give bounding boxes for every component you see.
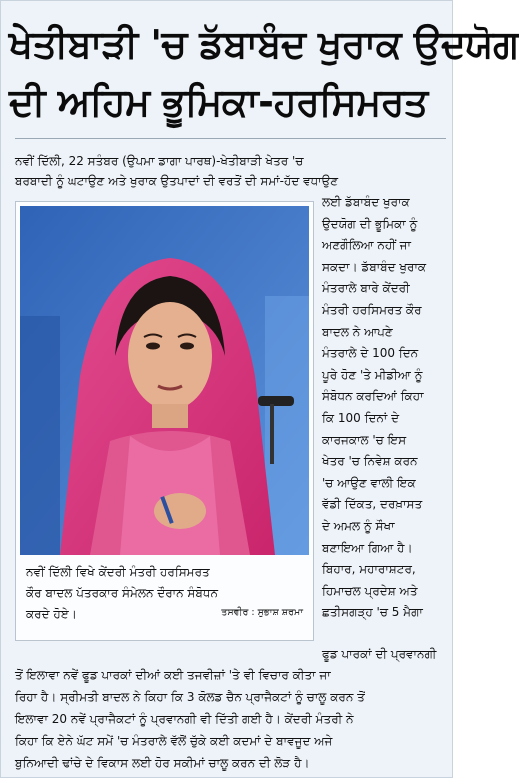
body-column-line: ਸੰਬੋਧਨ ਕਰਦਿਆਂ ਕਿਹਾ [322,389,424,404]
body-column-line: ਕਾਰਜਕਾਲ 'ਚ ਇਸ [322,432,407,447]
body-column-line: ਲਈ ਡੱਬਾਬੰਦ ਖੁਰਾਕ [322,195,410,209]
body-line-bottom-2: ਰਿਹਾ ਹੈ। ਸ੍ਰੀਮਤੀ ਬਾਦਲ ਨੇ ਕਿਹਾ ਕਿ 3 ਕੋਲਡ ਚੈਨ ਪ੍ਰਾਜੈਕਟਾਂ ਨੂੰ ਚਾਲੂ ਕਰਨ ਤੋਂ [15,690,365,704]
body-column-line: ਬਣਾਇਆ ਗਿਆ ਹੈ। [322,540,413,555]
body-column-line: ਮੰਤਰਾਲੇ ਬਾਰੇ ਕੇਂਦਰੀ [322,281,410,296]
photo-credit: ਤਸਵੀਰ : ਸੁਭਾਸ਼ ਸ਼ਰਮਾ [221,607,303,618]
caption-line-3: ਕਰਦੇ ਹੋਏ। [26,607,77,621]
body-column-line: ਹਿਮਾਚਲ ਪ੍ਰਦੇਸ਼ ਅਤੇ [322,583,418,598]
body-column-line: ਮੰਤਰੀ ਹਰਸਿਮਰਤ ਕੌਰ [322,302,422,317]
body-line-bottom-5: ਬੁਨਿਆਦੀ ਢਾਂਚੇ ਦੇ ਵਿਕਾਸ ਲਈ ਹੋਰ ਸਕੀਮਾਂ ਚਾਲੂ ਕਰਨ ਦੀ ਲੋੜ ਹੈ। [15,756,310,770]
body-column-line: ਸਕਦਾ। ਡੱਬਾਬੰਦ ਖੁਰਾਕ [322,259,427,274]
body-line-top-2: ਬਰਬਾਦੀ ਨੂੰ ਘਟਾਉਣ ਅਤੇ ਖੁਰਾਕ ਉਤਪਾਦਾਂ ਦੀ ਵਰਤੋਂ ਦੀ ਸਮਾਂ-ਹੱਦ ਵਧਾਉਣ [15,174,339,188]
headline-line-2: ਦੀ ਅਹਿਮ ਭੂਮਿਕਾ-ਹਰਸਿਮਰਤ [9,80,428,124]
body-column-line: ਅਣਗੌਲਿਆ ਨਹੀਂ ਜਾ [322,238,411,253]
headline [9,15,519,131]
photo-illustration [20,206,309,555]
body-line-bottom-1: ਤੋਂ ਇਲਾਵਾ ਨਵੇਂ ਫੂਡ ਪਾਰਕਾਂ ਦੀਆਂ ਕਈ ਤਜਵੀਜ਼ਾਂ 'ਤੇ ਵੀ ਵਿਚਾਰ ਕੀਤਾ ਜਾ [15,668,331,682]
body-column-line: ਬਿਹਾਰ, ਮਹਾਰਾਸ਼ਟਰ, [322,562,416,577]
body-column-line: ਕਿ 100 ਦਿਨਾਂ ਦੇ [322,410,400,425]
body-line-bottom-4: ਕਿਹਾ ਕਿ ਏਨੇ ਘੱਟ ਸਮੇਂ 'ਚ ਮੰਤਰਾਲੇ ਵੱਲੋਂ ਚੁੱਕੇ ਕਈ ਕਦਮਾਂ ਦੇ ਬਾਵਜੂਦ ਅਜੇ [15,734,333,748]
body-column-line: ਬਾਦਲ ਨੇ ਆਪਣੇ [322,324,393,339]
body-column-line: ਵੱਡੀ ਦਿੱਕਤ, ਦਰਖ਼ਾਸਤ [322,497,423,512]
news-photo-box [15,201,314,641]
headline-line-1: ਖੇਤੀਬਾੜੀ 'ਚ ਡੱਬਾਬੰਦ ਖੁਰਾਕ ਉਦਯੋਗ [9,22,519,66]
news-photo [20,206,309,555]
headline-divider [15,138,446,139]
body-column [322,192,448,624]
body-column-line: ਉਦਯੋਗ ਦੀ ਭੂਮਿਕਾ ਨੂੰ [322,216,418,231]
body-line-bottom-3: ਇਲਾਵਾ 20 ਨਵੇਂ ਪ੍ਰਾਜੈਕਟਾਂ ਨੂੰ ਪ੍ਰਵਾਨਗੀ ਵੀ ਦਿੱਤੀ ਗਈ ਹੈ। ਕੇਂਦਰੀ ਮੰਤਰੀ ਨੇ [15,712,354,726]
body-column-line: 'ਚ ਆਉਣ ਵਾਲੀ ਇਕ [322,475,416,490]
body-column-line: ਦੇ ਅਮਲ ਨੂੰ ਸੌਖਾ [322,518,395,533]
caption-line-2: ਕੌਰ ਬਾਦਲ ਪੱਤਰਕਾਰ ਸੰਮੇਲਨ ਦੌਰਾਨ ਸੰਬੋਧਨ [26,586,218,600]
body-line-top-1: ਨਵੀਂ ਦਿੱਲੀ, 22 ਸਤੰਬਰ (ਉਪਮਾ ਡਾਗਾ ਪਾਰਥ)-ਖੇਤੀਬਾੜੀ ਖੇਤਰ 'ਚ [15,154,304,168]
caption-line-1: ਨਵੀਂ ਦਿੱਲੀ ਵਿਖੇ ਕੇਂਦਰੀ ਮੰਤਰੀ ਹਰਸਿਮਰਤ [26,565,210,579]
body-column-line: ਪੂਰੇ ਹੋਣ 'ਤੇ ਮੀਡੀਆ ਨੂੰ [322,367,423,382]
body-column-line: ਖੇਤਰ 'ਚ ਨਿਵੇਸ਼ ਕਰਨ [322,454,418,469]
body-column-line: ਛਤੀਸਗੜ੍ਹ 'ਚ 5 ਮੈਗਾ [322,605,423,620]
body-column-line: ਮੰਤਰਾਲੇ ਦੇ 100 ਦਿਨ [322,346,419,361]
body-line-bottom-0: ਫੂਡ ਪਾਰਕਾਂ ਦੀ ਪ੍ਰਵਾਨਗੀ [322,647,437,661]
